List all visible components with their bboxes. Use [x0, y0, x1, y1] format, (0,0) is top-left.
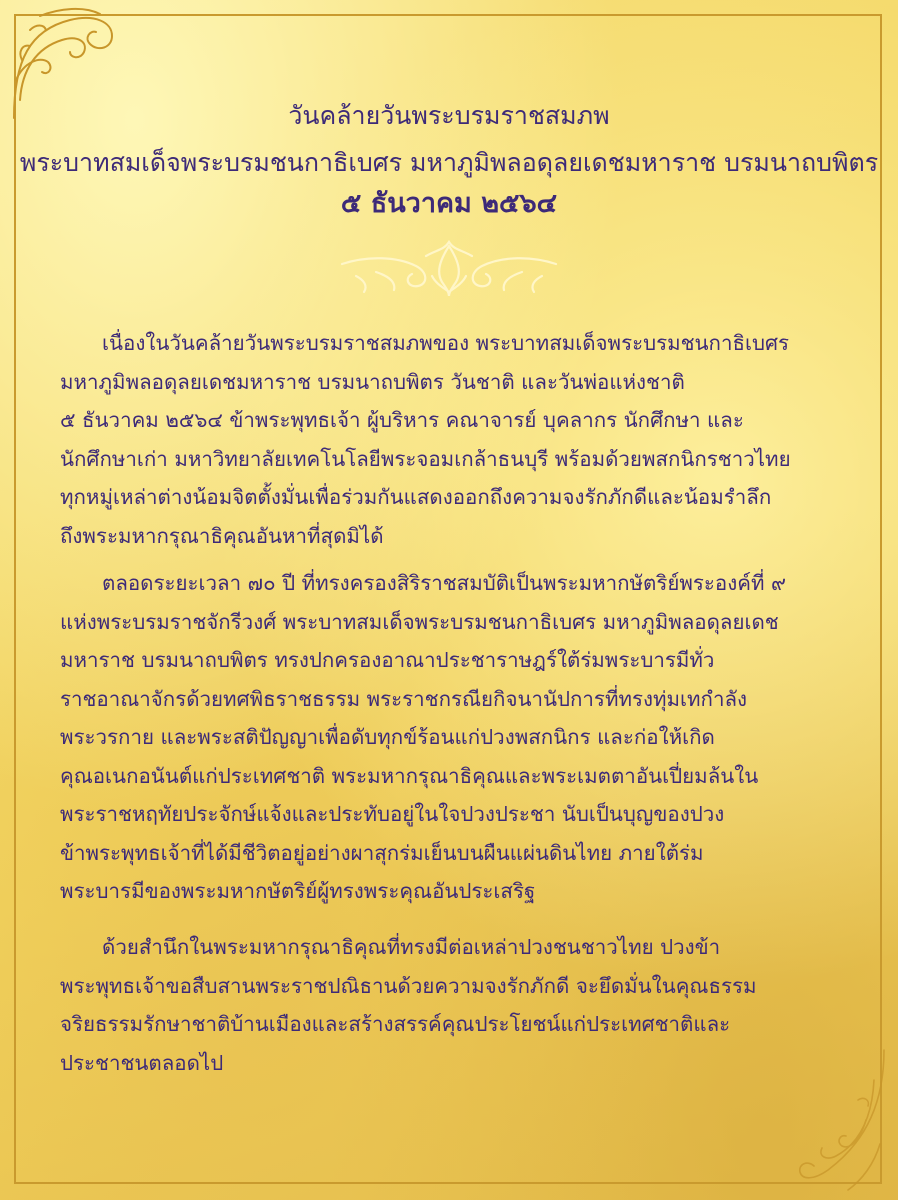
page-subtitle: พระบาทสมเด็จพระบรมชนกาธิเบศร มหาภูมิพลอดุลยเดชมหาราช บรมนาถบพิตร: [19, 148, 879, 177]
paragraph-line: พระราชหฤทัยประจักษ์แจ้งและประทับอยู่ในใจปวงประชา นับเป็นบุญของปวง: [60, 802, 725, 826]
ornamental-divider-icon: [336, 236, 562, 298]
paragraph-line: นักศึกษาเก่า มหาวิทยาลัยเทคโนโลยีพระจอมเกล้าธนบุรี พร้อมด้วยพสกนิกรชาวไทย: [60, 446, 791, 471]
paragraph-line: ด้วยสำนึกในพระมหากรุณาธิคุณที่ทรงมีต่อเหล่าปวงชนชาวไทย ปวงข้า: [102, 935, 721, 959]
paragraph-line: คุณอเนกอนันต์แก่ประเทศชาติ พระมหากรุณาธิคุณและพระเมตตาอันเปี่ยมล้นใน: [60, 763, 759, 788]
paragraph-line: ราชอาณาจักรด้วยทศพิธราชธรรม พระราชกรณียกิจนานัปการที่ทรงทุ่มเทกำลัง: [60, 686, 748, 711]
paragraph-1: [60, 324, 850, 555]
paragraph-line: มหาภูมิพลอดุลยเดชมหาราช บรมนาถบพิตร วันชาติ และวันพ่อแห่งชาติ: [60, 369, 685, 394]
paragraph-line: พระพุทธเจ้าขอสืบสานพระราชปณิธานด้วยความจงรักภักดี จะยึดมั่นในคุณธรรม: [60, 973, 757, 998]
paragraph-line: ถึงพระมหากรุณาธิคุณอันหาที่สุดมิได้: [60, 523, 384, 548]
paragraph-line: ข้าพระพุทธเจ้าที่ได้มีชีวิตอยู่อย่างผาสุกร่มเย็นบนผืนแผ่นดินไทย ภายใต้ร่ม: [60, 840, 704, 865]
paragraph-3: [60, 928, 850, 1082]
paragraph-line: แห่งพระบรมราชจักรีวงศ์ พระบาทสมเด็จพระบรมชนกาธิเบศร มหาภูมิพลอดุลยเดช: [60, 609, 779, 634]
paragraph-2: [60, 564, 850, 911]
page-title: วันคล้ายวันพระบรมราชสมภพ: [288, 101, 610, 130]
paragraph-line: เนื่องในวันคล้ายวันพระบรมราชสมภพของ พระบาทสมเด็จพระบรมชนกาธิเบศร: [102, 331, 790, 355]
paragraph-line: ๕ ธันวาคม ๒๕๖๔ ข้าพระพุทธเจ้า ผู้บริหาร คณาจารย์ บุคลากร นักศึกษา และ: [60, 408, 744, 432]
paragraph-line: พระบารมีของพระมหากษัตริย์ผู้ทรงพระคุณอันประเสริฐ: [60, 879, 536, 903]
paragraph-line: ตลอดระยะเวลา ๗๐ ปี ที่ทรงครองสิริราชสมบัติเป็นพระมหากษัตริย์พระองค์ที่ ๙: [102, 571, 787, 595]
paragraph-line: ทุกหมู่เหล่าต่างน้อมจิตตั้งมั่นเพื่อร่วมกันแสดงออกถึงความจงรักภักดีและน้อมรำลึก: [60, 485, 772, 509]
paragraph-line: ประชาชนตลอดไป: [60, 1050, 224, 1075]
paragraph-line: พระวรกาย และพระสติปัญญาเพื่อดับทุกข์ร้อนแก่ปวงพสกนิกร และก่อให้เกิด: [60, 725, 715, 749]
paragraph-line: มหาราช บรมนาถบพิตร ทรงปกครองอาณาประชาราษฎร์ใต้ร่มพระบารมีทั่ว: [60, 648, 715, 672]
paragraph-line: จริยธรรมรักษาชาติบ้านเมืองและสร้างสรรค์คุณประโยชน์แก่ประเทศชาติและ: [60, 1012, 731, 1036]
date-heading: ๕ ธันวาคม ๒๕๖๔: [340, 188, 558, 219]
